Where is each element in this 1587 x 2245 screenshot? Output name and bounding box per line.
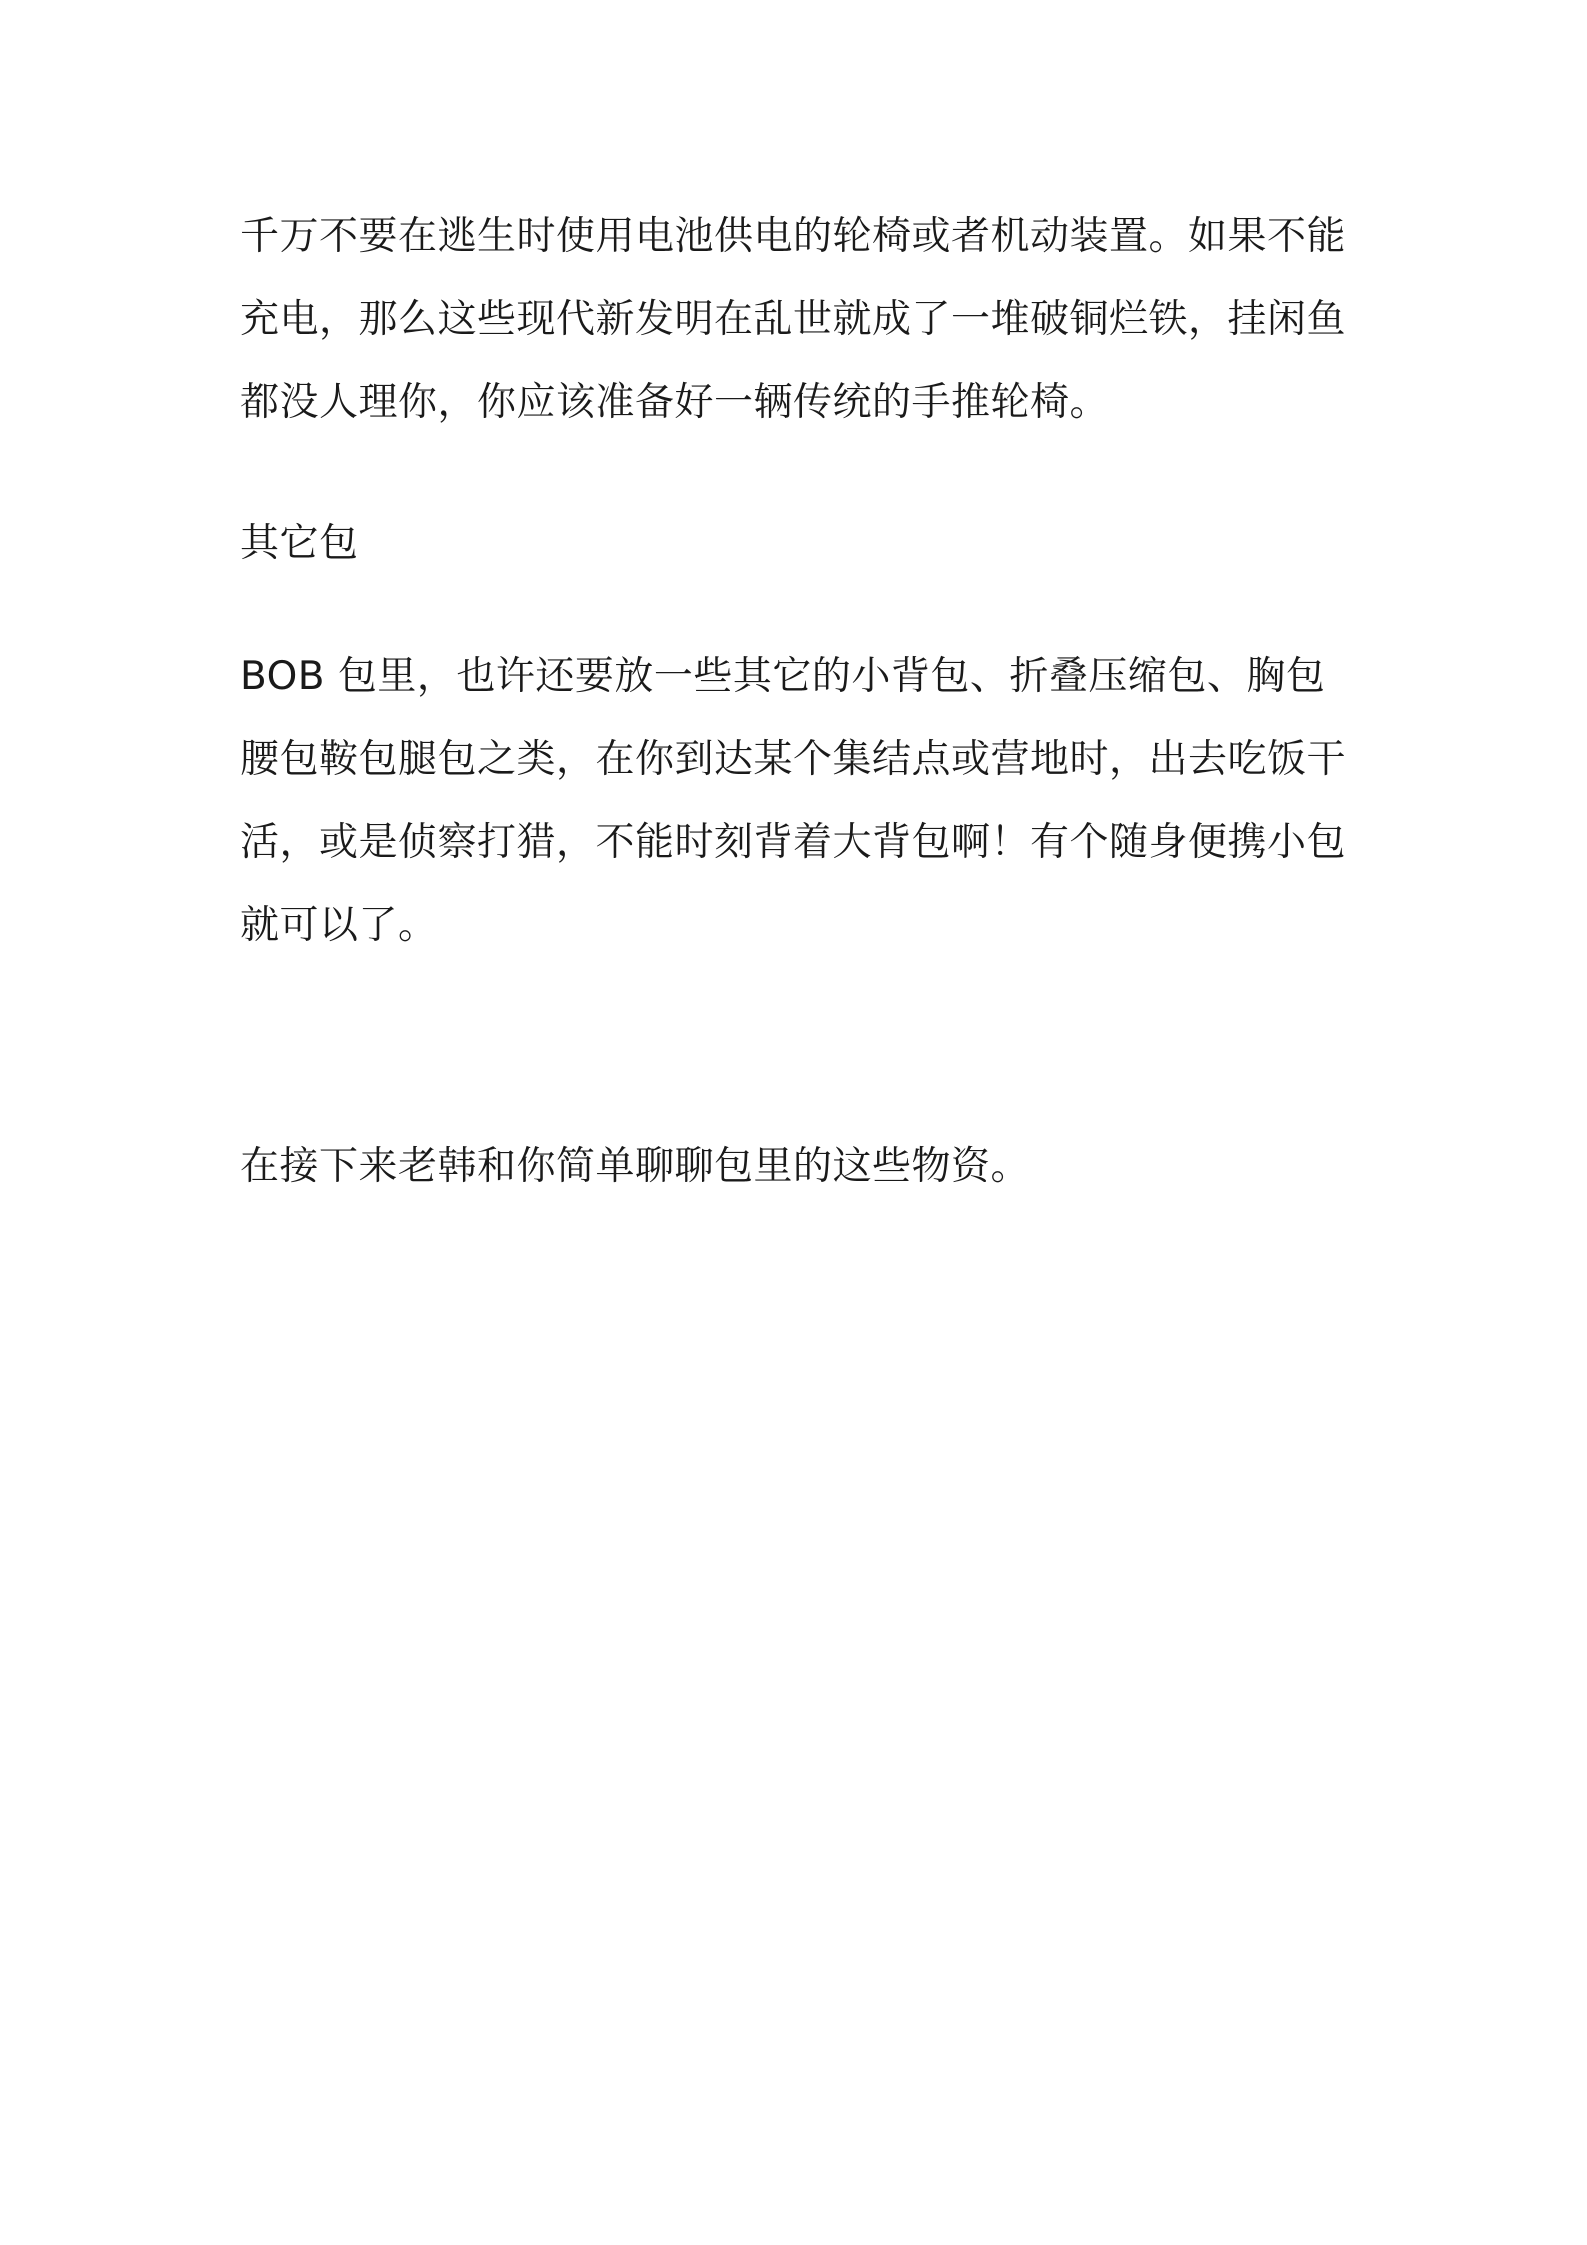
heading-text: 其它包: [240, 521, 359, 566]
text-line: 在接下来老韩和你简单聊聊包里的这些物资。: [240, 1144, 1031, 1189]
section-heading: [240, 502, 1360, 585]
text-line: 都没人理你，你应该准备好一辆传统的手推轮椅。: [240, 380, 1110, 425]
paragraph-other-bags: [240, 635, 1360, 967]
text-line: 充电，那么这些现代新发明在乱世就成了一堆破铜烂铁，挂闲鱼: [240, 297, 1347, 342]
text-line: 就可以了。: [240, 903, 438, 948]
text-line: BOB 包里，也许还要放一些其它的小背包、折叠压缩包、胸包: [240, 654, 1326, 699]
paragraph-next-topic: [240, 1125, 1360, 1208]
text-line: 千万不要在逃生时使用电池供电的轮椅或者机动装置。如果不能: [240, 214, 1347, 259]
text-line: 活，或是侦察打猎，不能时刻背着大背包啊！有个随身便携小包: [240, 820, 1347, 865]
paragraph-wheelchair-advice: [240, 195, 1360, 444]
text-line: 腰包鞍包腿包之类，在你到达某个集结点或营地时，出去吃饭干: [240, 737, 1347, 782]
